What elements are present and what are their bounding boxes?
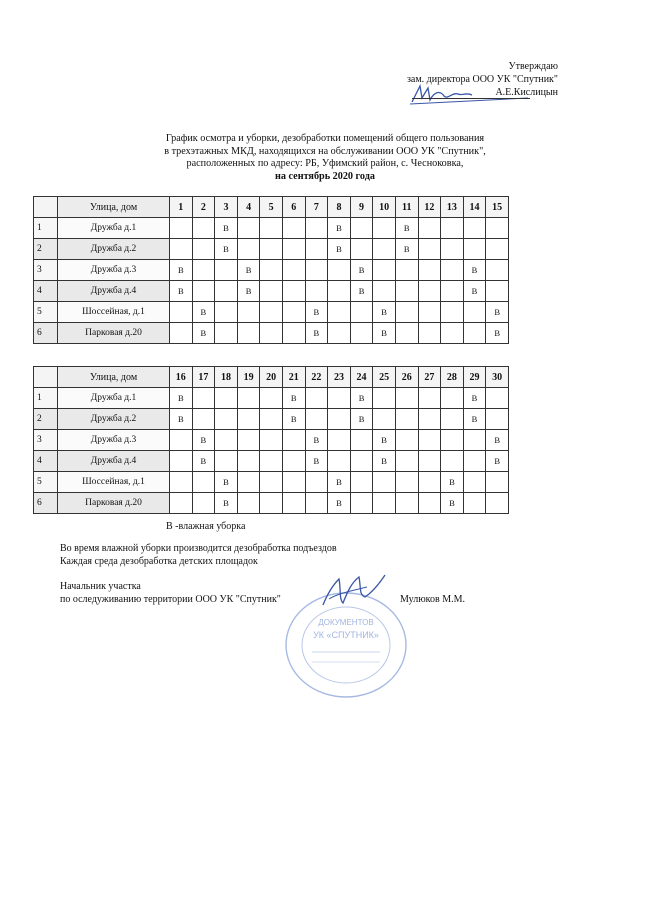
header-day: 4: [237, 197, 260, 218]
document-title: [0, 133, 650, 183]
cleaning-mark-cell: В: [350, 388, 373, 409]
cleaning-mark-cell: [215, 260, 238, 281]
row-street: Дружба д.1: [58, 388, 170, 409]
cleaning-mark-cell: [260, 281, 283, 302]
cleaning-mark-cell: В: [486, 323, 509, 344]
cleaning-mark-cell: В: [237, 260, 260, 281]
cleaning-mark-cell: [282, 472, 305, 493]
cleaning-mark-cell: В: [170, 260, 193, 281]
cleaning-mark-cell: [282, 218, 305, 239]
cleaning-mark-cell: [463, 302, 486, 323]
cleaning-mark-cell: В: [350, 409, 373, 430]
row-number: 4: [34, 281, 58, 302]
cleaning-mark-cell: [395, 493, 418, 514]
header-day: 5: [260, 197, 283, 218]
cleaning-mark-cell: [441, 323, 464, 344]
table-row: [34, 451, 509, 472]
header-day: 25: [373, 367, 396, 388]
cleaning-mark-cell: [260, 409, 283, 430]
approval-word: Утверждаю: [508, 61, 558, 72]
signoff-signature: [315, 565, 395, 615]
header-day: 27: [418, 367, 441, 388]
cleaning-mark-cell: В: [463, 260, 486, 281]
row-street: Дружба д.4: [58, 451, 170, 472]
title-period: на сентябрь 2020 года: [275, 170, 375, 182]
cleaning-mark-cell: [192, 281, 215, 302]
cleaning-mark-cell: В: [373, 323, 396, 344]
cleaning-mark-cell: В: [373, 451, 396, 472]
note-line-2: Каждая среда дезобработка детских площадок: [60, 556, 258, 567]
cleaning-mark-cell: [395, 323, 418, 344]
title-line-2: в трехэтажных МКД, находящихся на обслуживании ООО УК "Спутник",: [164, 145, 486, 157]
cleaning-mark-cell: [305, 239, 328, 260]
cleaning-mark-cell: [441, 281, 464, 302]
cleaning-mark-cell: [215, 430, 238, 451]
approver-position: зам. директора ООО УК "Спутник": [406, 74, 558, 85]
cleaning-mark-cell: [328, 260, 351, 281]
cleaning-mark-cell: [192, 260, 215, 281]
cleaning-mark-cell: В: [282, 409, 305, 430]
cleaning-mark-cell: В: [328, 472, 351, 493]
cleaning-mark-cell: В: [328, 239, 351, 260]
schedule-table-1: [33, 196, 509, 344]
cleaning-mark-cell: [192, 239, 215, 260]
schedule-table-2: [33, 366, 509, 514]
cleaning-mark-cell: В: [350, 260, 373, 281]
cleaning-mark-cell: [441, 302, 464, 323]
cleaning-mark-cell: [441, 218, 464, 239]
cleaning-mark-cell: [260, 239, 283, 260]
cleaning-mark-cell: В: [328, 218, 351, 239]
table-row: [34, 302, 509, 323]
cleaning-mark-cell: [305, 260, 328, 281]
cleaning-mark-cell: [418, 281, 441, 302]
stamp-text-top: ДОКУМЕНТОВ: [318, 618, 374, 627]
header-day: 17: [192, 367, 215, 388]
cleaning-mark-cell: [441, 430, 464, 451]
signoff-position: Начальник участка: [60, 581, 141, 592]
cleaning-mark-cell: [441, 409, 464, 430]
cleaning-mark-cell: [418, 451, 441, 472]
cleaning-mark-cell: [260, 430, 283, 451]
cleaning-mark-cell: [418, 260, 441, 281]
cleaning-mark-cell: В: [192, 323, 215, 344]
cleaning-mark-cell: [170, 472, 193, 493]
header-day: 23: [328, 367, 351, 388]
cleaning-mark-cell: В: [282, 388, 305, 409]
cleaning-mark-cell: В: [192, 451, 215, 472]
cleaning-mark-cell: [282, 493, 305, 514]
cleaning-mark-cell: В: [463, 409, 486, 430]
header-street: Улица, дом: [58, 197, 170, 218]
cleaning-mark-cell: [328, 430, 351, 451]
header-day: 16: [170, 367, 193, 388]
cleaning-mark-cell: [305, 409, 328, 430]
cleaning-mark-cell: [215, 388, 238, 409]
cleaning-mark-cell: [282, 239, 305, 260]
row-street: Парковая д.20: [58, 493, 170, 514]
cleaning-mark-cell: [260, 260, 283, 281]
header-day: 10: [373, 197, 396, 218]
cleaning-mark-cell: [170, 493, 193, 514]
cleaning-mark-cell: В: [170, 281, 193, 302]
cleaning-mark-cell: [350, 323, 373, 344]
cleaning-mark-cell: [215, 451, 238, 472]
cleaning-mark-cell: [395, 430, 418, 451]
title-line-3: расположенных по адресу: РБ, Уфимский район, с. Чесноковка,: [186, 158, 464, 169]
cleaning-mark-cell: [418, 323, 441, 344]
header-day: 20: [260, 367, 283, 388]
cleaning-mark-cell: [328, 388, 351, 409]
cleaning-mark-cell: [418, 472, 441, 493]
cleaning-mark-cell: В: [395, 218, 418, 239]
cleaning-mark-cell: [237, 409, 260, 430]
cleaning-mark-cell: [328, 451, 351, 472]
cleaning-mark-cell: В: [373, 430, 396, 451]
cleaning-mark-cell: [441, 388, 464, 409]
cleaning-mark-cell: [418, 430, 441, 451]
approval-line: [412, 98, 530, 99]
legend: В -влажная уборка: [166, 521, 246, 532]
row-street: Парковая д.20: [58, 323, 170, 344]
row-number: 3: [34, 260, 58, 281]
cleaning-mark-cell: [373, 218, 396, 239]
cleaning-mark-cell: [328, 323, 351, 344]
cleaning-mark-cell: [373, 493, 396, 514]
row-street: Шоссейная, д.1: [58, 472, 170, 493]
cleaning-mark-cell: [260, 323, 283, 344]
row-number: 6: [34, 323, 58, 344]
cleaning-mark-cell: [282, 430, 305, 451]
header-day: 9: [350, 197, 373, 218]
cleaning-mark-cell: В: [215, 493, 238, 514]
cleaning-mark-cell: [373, 409, 396, 430]
notes: [60, 542, 337, 568]
row-number: 6: [34, 493, 58, 514]
cleaning-mark-cell: [418, 239, 441, 260]
cleaning-mark-cell: [192, 493, 215, 514]
cleaning-mark-cell: В: [486, 451, 509, 472]
cleaning-mark-cell: [305, 472, 328, 493]
cleaning-mark-cell: [237, 472, 260, 493]
cleaning-mark-cell: [260, 472, 283, 493]
cleaning-mark-cell: [418, 218, 441, 239]
row-street: Шоссейная, д.1: [58, 302, 170, 323]
cleaning-mark-cell: [260, 493, 283, 514]
cleaning-mark-cell: [192, 388, 215, 409]
cleaning-mark-cell: [282, 323, 305, 344]
header-day: 28: [441, 367, 464, 388]
row-street: Дружба д.2: [58, 409, 170, 430]
header-day: 6: [282, 197, 305, 218]
cleaning-mark-cell: [395, 409, 418, 430]
cleaning-mark-cell: [305, 493, 328, 514]
header-number: [34, 367, 58, 388]
note-line-1: Во время влажной уборки производится дезобработка подъездов: [60, 543, 337, 554]
cleaning-mark-cell: В: [305, 451, 328, 472]
cleaning-mark-cell: В: [373, 302, 396, 323]
cleaning-mark-cell: В: [237, 281, 260, 302]
cleaning-mark-cell: В: [170, 409, 193, 430]
header-day: 29: [463, 367, 486, 388]
cleaning-mark-cell: [486, 388, 509, 409]
row-number: 4: [34, 451, 58, 472]
header-day: 30: [486, 367, 509, 388]
cleaning-mark-cell: [463, 493, 486, 514]
cleaning-mark-cell: В: [192, 430, 215, 451]
header-day: 14: [463, 197, 486, 218]
cleaning-mark-cell: [350, 451, 373, 472]
cleaning-mark-cell: В: [215, 218, 238, 239]
cleaning-mark-cell: [237, 302, 260, 323]
cleaning-mark-cell: [260, 388, 283, 409]
cleaning-mark-cell: [305, 388, 328, 409]
header-day: 8: [328, 197, 351, 218]
header-day: 12: [418, 197, 441, 218]
cleaning-mark-cell: [373, 388, 396, 409]
cleaning-mark-cell: [282, 302, 305, 323]
cleaning-mark-cell: [486, 239, 509, 260]
cleaning-mark-cell: [282, 281, 305, 302]
row-number: 1: [34, 388, 58, 409]
stamp-text-mid: УК «СПУТНИК»: [313, 630, 379, 640]
row-number: 5: [34, 302, 58, 323]
table-row: [34, 239, 509, 260]
cleaning-mark-cell: [441, 260, 464, 281]
cleaning-mark-cell: [373, 239, 396, 260]
header-day: 22: [305, 367, 328, 388]
cleaning-mark-cell: В: [350, 281, 373, 302]
approver-signature: [400, 80, 530, 110]
cleaning-mark-cell: [350, 493, 373, 514]
cleaning-mark-cell: [486, 260, 509, 281]
cleaning-mark-cell: В: [305, 302, 328, 323]
cleaning-mark-cell: В: [305, 430, 328, 451]
cleaning-mark-cell: [395, 451, 418, 472]
table-row: [34, 472, 509, 493]
cleaning-mark-cell: [463, 323, 486, 344]
cleaning-mark-cell: [350, 430, 373, 451]
cleaning-mark-cell: В: [486, 430, 509, 451]
row-street: Дружба д.3: [58, 430, 170, 451]
row-number: 2: [34, 239, 58, 260]
cleaning-mark-cell: [373, 472, 396, 493]
cleaning-mark-cell: В: [441, 493, 464, 514]
cleaning-mark-cell: [463, 472, 486, 493]
cleaning-mark-cell: В: [215, 239, 238, 260]
cleaning-mark-cell: В: [463, 388, 486, 409]
cleaning-mark-cell: [170, 451, 193, 472]
cleaning-mark-cell: [350, 472, 373, 493]
table-row: [34, 388, 509, 409]
header-day: 19: [237, 367, 260, 388]
cleaning-mark-cell: [192, 218, 215, 239]
cleaning-mark-cell: [486, 409, 509, 430]
table-row: [34, 409, 509, 430]
table-row: [34, 281, 509, 302]
cleaning-mark-cell: [486, 472, 509, 493]
header-day: 13: [441, 197, 464, 218]
cleaning-mark-cell: [237, 451, 260, 472]
cleaning-mark-cell: [418, 493, 441, 514]
cleaning-mark-cell: В: [328, 493, 351, 514]
header-day: 21: [282, 367, 305, 388]
cleaning-mark-cell: [215, 409, 238, 430]
cleaning-mark-cell: [237, 388, 260, 409]
cleaning-mark-cell: [441, 451, 464, 472]
cleaning-mark-cell: [486, 493, 509, 514]
cleaning-mark-cell: [395, 388, 418, 409]
cleaning-mark-cell: В: [395, 239, 418, 260]
cleaning-mark-cell: [170, 430, 193, 451]
approver-name: А.Е.Кислицын: [495, 87, 558, 98]
header-day: 11: [395, 197, 418, 218]
cleaning-mark-cell: [373, 281, 396, 302]
row-street: Дружба д.1: [58, 218, 170, 239]
table-row: [34, 323, 509, 344]
cleaning-mark-cell: В: [192, 302, 215, 323]
cleaning-mark-cell: [170, 239, 193, 260]
cleaning-mark-cell: [328, 281, 351, 302]
cleaning-mark-cell: [418, 388, 441, 409]
cleaning-mark-cell: В: [441, 472, 464, 493]
row-number: 3: [34, 430, 58, 451]
row-street: Дружба д.4: [58, 281, 170, 302]
header-day: 18: [215, 367, 238, 388]
cleaning-mark-cell: [395, 472, 418, 493]
header-number: [34, 197, 58, 218]
cleaning-mark-cell: [350, 218, 373, 239]
signoff-position-2: по оследуживанию территории ООО УК "Спутник": [60, 594, 281, 605]
row-number: 2: [34, 409, 58, 430]
cleaning-mark-cell: [192, 409, 215, 430]
header-day: 24: [350, 367, 373, 388]
cleaning-mark-cell: [395, 281, 418, 302]
header-day: 26: [395, 367, 418, 388]
signoff-name: Мулюков М.М.: [400, 594, 466, 605]
cleaning-mark-cell: В: [486, 302, 509, 323]
cleaning-mark-cell: [328, 409, 351, 430]
cleaning-mark-cell: В: [170, 388, 193, 409]
row-number: 1: [34, 218, 58, 239]
cleaning-mark-cell: [282, 451, 305, 472]
cleaning-mark-cell: [463, 218, 486, 239]
table-row: [34, 493, 509, 514]
signoff: [60, 580, 281, 606]
table-row: [34, 430, 509, 451]
cleaning-mark-cell: [486, 281, 509, 302]
cleaning-mark-cell: [463, 430, 486, 451]
header-day: 15: [486, 197, 509, 218]
cleaning-mark-cell: [237, 323, 260, 344]
cleaning-mark-cell: [237, 493, 260, 514]
cleaning-mark-cell: [395, 260, 418, 281]
cleaning-mark-cell: [260, 302, 283, 323]
cleaning-mark-cell: [441, 239, 464, 260]
cleaning-mark-cell: [192, 472, 215, 493]
cleaning-mark-cell: [237, 430, 260, 451]
cleaning-mark-cell: [215, 323, 238, 344]
cleaning-mark-cell: [237, 218, 260, 239]
table-row: [34, 218, 509, 239]
header-day: 2: [192, 197, 215, 218]
row-number: 5: [34, 472, 58, 493]
cleaning-mark-cell: [170, 218, 193, 239]
cleaning-mark-cell: [373, 260, 396, 281]
header-street: Улица, дом: [58, 367, 170, 388]
cleaning-mark-cell: [486, 218, 509, 239]
cleaning-mark-cell: [418, 409, 441, 430]
cleaning-mark-cell: [282, 260, 305, 281]
title-line-1: График осмотра и уборки, дезобработки помещений общего пользования: [165, 133, 485, 144]
cleaning-mark-cell: [170, 323, 193, 344]
cleaning-mark-cell: [395, 302, 418, 323]
cleaning-mark-cell: [215, 302, 238, 323]
cleaning-mark-cell: [418, 302, 441, 323]
cleaning-mark-cell: [237, 239, 260, 260]
row-street: Дружба д.3: [58, 260, 170, 281]
cleaning-mark-cell: [260, 451, 283, 472]
cleaning-mark-cell: [305, 281, 328, 302]
cleaning-mark-cell: [328, 302, 351, 323]
cleaning-mark-cell: [170, 302, 193, 323]
header-day: 1: [170, 197, 193, 218]
cleaning-mark-cell: [260, 218, 283, 239]
table-row: [34, 260, 509, 281]
cleaning-mark-cell: [215, 281, 238, 302]
cleaning-mark-cell: [463, 451, 486, 472]
cleaning-mark-cell: В: [215, 472, 238, 493]
cleaning-mark-cell: [305, 218, 328, 239]
header-day: 7: [305, 197, 328, 218]
cleaning-mark-cell: [350, 302, 373, 323]
cleaning-mark-cell: [350, 239, 373, 260]
cleaning-mark-cell: [463, 239, 486, 260]
row-street: Дружба д.2: [58, 239, 170, 260]
cleaning-mark-cell: В: [463, 281, 486, 302]
header-day: 3: [215, 197, 238, 218]
cleaning-mark-cell: В: [305, 323, 328, 344]
